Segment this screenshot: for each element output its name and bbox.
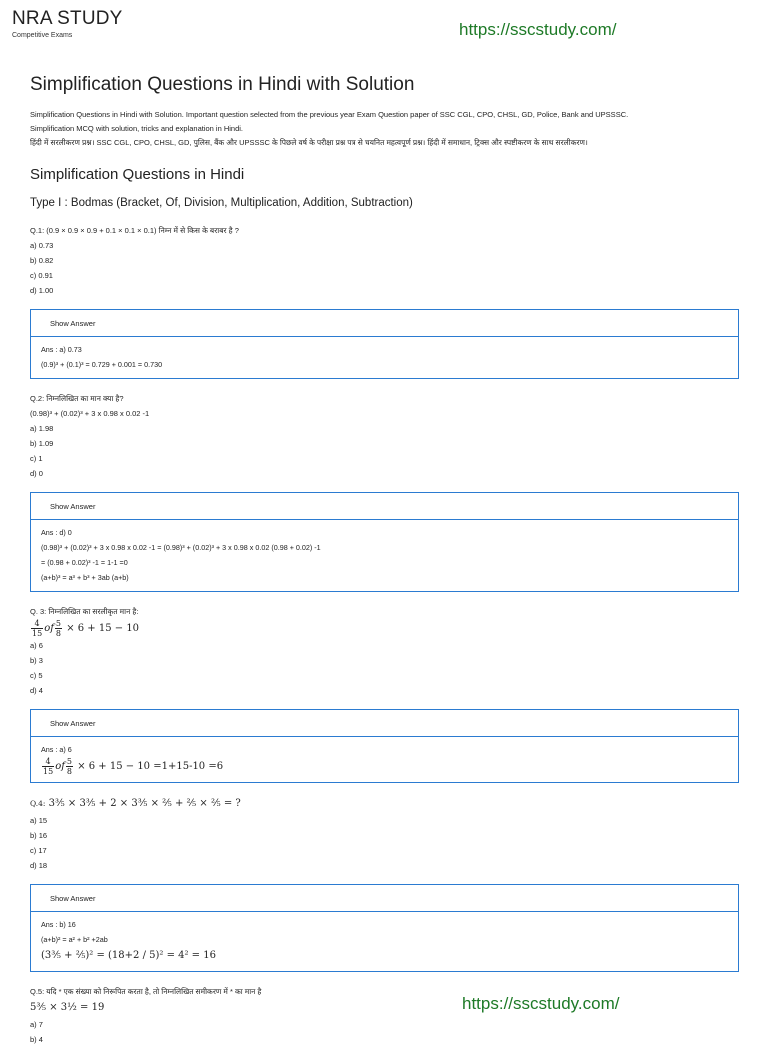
option: a) 6 bbox=[30, 641, 43, 650]
option: d) 0 bbox=[30, 469, 43, 478]
option: b) 0.82 bbox=[30, 256, 54, 265]
answer-body bbox=[31, 520, 738, 591]
option: a) 1.98 bbox=[30, 424, 54, 433]
site-url-link[interactable]: https://sscstudy.com/ bbox=[459, 20, 617, 39]
solution-line: (a+b)² = a² + b² +2ab bbox=[41, 935, 108, 944]
intro-en-1: Simplification Questions in Hindi with Solution. Important question selected from the previous year Exam Question paper of SSC CGL, CPO, CHSL, GD, Police, Bank and UPSSSC. bbox=[30, 110, 629, 119]
solution-line: (a+b)³ = a³ + b³ + 3ab (a+b) bbox=[41, 573, 129, 582]
solution-line: = (0.98 + 0.02)³ -1 = 1-1 =0 bbox=[41, 558, 128, 567]
page-title: Simplification Questions in Hindi with Solution bbox=[30, 74, 415, 95]
question-expression: (0.98)³ + (0.02)³ + 3 x 0.98 x 0.02 -1 bbox=[30, 409, 150, 418]
solution-line: $\frac{4}{15}$ of $\frac{5}{8}$ × 6 + 15 − 10 =1+15-10 =6 bbox=[43, 757, 224, 776]
brand-title: NRA STUDY bbox=[12, 8, 123, 29]
question-text: Q.2: निम्नलिखित का मान क्या है? bbox=[30, 394, 124, 403]
question-5 bbox=[30, 984, 740, 1047]
question-expression: $\frac{4}{15}$ of $\frac{5}{8}$ × 6 + 15 − 10 bbox=[32, 619, 140, 638]
option: a) 0.73 bbox=[30, 241, 54, 250]
answer-body bbox=[31, 337, 738, 378]
answer-body bbox=[31, 737, 738, 782]
solution-line: (3⅗ + ⅖)² = (18+2 / 5)² = 4² = 16 bbox=[41, 950, 216, 961]
article bbox=[30, 74, 740, 1047]
brand-subtitle: Competitive Exams bbox=[12, 32, 73, 39]
option: c) 17 bbox=[30, 846, 47, 855]
answer-box bbox=[30, 709, 739, 783]
answer-box bbox=[30, 884, 739, 972]
intro-hi: हिंदी में सरलीकरण प्रश्न। SSC CGL, CPO, CHSL, GD, पुलिस, बैंक और UPSSSC के पिछले वर्ष के परीक्षा प्रश्न पत्र से चयनित महत्वपूर्ण प्रश्न। हिंदी में समाधान, ट्रिक्स और स्पष्टीकरण के साथ सरलीकरण। bbox=[30, 138, 588, 147]
answer-text: Ans : a) 0.73 bbox=[41, 345, 82, 354]
option: d) 4 bbox=[30, 686, 43, 695]
answer-body bbox=[31, 912, 738, 971]
site-url-footer-link[interactable]: https://sscstudy.com/ bbox=[462, 994, 620, 1013]
question-2 bbox=[30, 391, 740, 592]
option: c) 0.91 bbox=[30, 271, 53, 280]
answer-box bbox=[30, 309, 739, 379]
intro-en-2: Simplification MCQ with solution, tricks and explanation in Hindi. bbox=[30, 124, 244, 133]
show-answer-button[interactable]: Show Answer bbox=[31, 493, 738, 520]
brand-logo[interactable] bbox=[12, 9, 123, 39]
option: b) 4 bbox=[30, 1035, 43, 1044]
option: c) 5 bbox=[30, 671, 43, 680]
option: a) 7 bbox=[30, 1020, 43, 1029]
option: a) 15 bbox=[30, 816, 48, 825]
show-answer-button[interactable]: Show Answer bbox=[31, 710, 738, 737]
answer-text: Ans : a) 6 bbox=[41, 745, 72, 754]
question-expression: 5⅗ × 3½ = 19 bbox=[30, 1002, 105, 1013]
answer-text: Ans : b) 16 bbox=[41, 920, 76, 929]
solution-tail: × 6 + 15 − 10 =1+15-10 =6 bbox=[77, 761, 224, 772]
show-answer-button[interactable]: Show Answer bbox=[31, 885, 738, 912]
option: d) 18 bbox=[30, 861, 48, 870]
type-title: Type I : Bodmas (Bracket, Of, Division, Multiplication, Addition, Subtraction) bbox=[30, 197, 413, 209]
question-3 bbox=[30, 604, 740, 783]
question-expression bbox=[30, 795, 740, 813]
answer-box bbox=[30, 492, 739, 592]
option: b) 3 bbox=[30, 656, 43, 665]
option: b) 1.09 bbox=[30, 439, 54, 448]
question-1 bbox=[30, 223, 740, 379]
option: b) 16 bbox=[30, 831, 48, 840]
expression-tail: × 6 + 15 − 10 bbox=[66, 623, 140, 634]
option: d) 1.00 bbox=[30, 286, 54, 295]
solution-line: (0.98)³ + (0.02)³ + 3 x 0.98 x 0.02 -1 = (0.98)³ + (0.02)³ + 3 x 0.98 x 0.02 (0.98 + 0.02) -1 bbox=[41, 543, 321, 552]
question-text: Q.5: यदि * एक संख्या को निरूपित करता है, तो निम्नलिखित समीकरण में * का मान है bbox=[30, 987, 262, 996]
question-4 bbox=[30, 795, 740, 972]
question-text: Q.4: bbox=[30, 799, 46, 808]
section-title: Simplification Questions in Hindi bbox=[30, 166, 245, 183]
question-expression-text: 3⅗ × 3⅗ + 2 × 3⅗ × ⅖ + ⅖ × ⅖ = ? bbox=[48, 798, 241, 809]
question-text: Q.1: (0.9 × 0.9 × 0.9 + 0.1 × 0.1 × 0.1) निम्न में से किस के बराबर है ? bbox=[30, 226, 239, 235]
solution-line: (0.9)³ + (0.1)³ = 0.729 + 0.001 = 0.730 bbox=[41, 360, 163, 369]
option: c) 1 bbox=[30, 454, 43, 463]
question-text: Q. 3: निम्नलिखित का सरलीकृत मान है: bbox=[30, 607, 139, 616]
answer-text: Ans : d) 0 bbox=[41, 528, 72, 537]
show-answer-button[interactable]: Show Answer bbox=[31, 310, 738, 337]
